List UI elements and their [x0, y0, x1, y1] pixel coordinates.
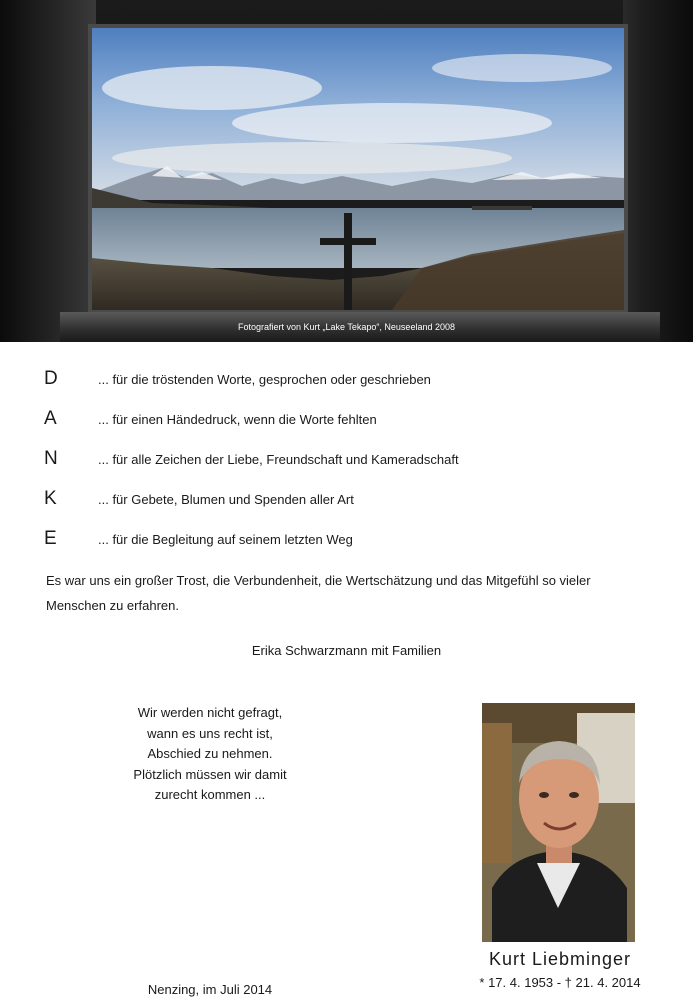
life-dates: * 17. 4. 1953 - † 21. 4. 2014	[479, 975, 641, 990]
deceased-name: Kurt Liebminger	[488, 949, 632, 969]
window-frame-right	[623, 0, 693, 342]
poem-line: zurecht kommen ...	[154, 787, 266, 802]
danke-letter: N	[44, 448, 58, 469]
header-photo	[0, 0, 693, 342]
danke-letter: K	[44, 488, 57, 509]
place-and-date: Nenzing, im Juli 2014	[147, 982, 273, 997]
danke-text: ... für die Begleitung auf seinem letzten Weg	[98, 532, 353, 547]
lake-landscape-image	[92, 28, 624, 310]
danke-text: ... für Gebete, Blumen und Spenden aller Art	[98, 492, 354, 507]
window-frame-left	[0, 0, 96, 342]
portrait-image	[482, 703, 635, 942]
poem	[100, 703, 320, 806]
poem-line: Abschied zu nehmen.	[147, 746, 273, 761]
window-view	[88, 24, 628, 314]
poem-line: Wir werden nicht gefragt,	[137, 705, 283, 720]
danke-text: ... für einen Händedruck, wenn die Worte fehlten	[98, 412, 377, 427]
danke-text: ... für alle Zeichen der Liebe, Freundschaft und Kameradschaft	[98, 452, 459, 467]
paragraph-line: Menschen zu erfahren.	[46, 598, 179, 613]
poem-line: wann es uns recht ist,	[147, 725, 273, 741]
danke-letter: D	[44, 368, 58, 389]
danke-text: ... für die tröstenden Worte, gesprochen oder geschrieben	[98, 372, 431, 387]
danke-letter: A	[44, 408, 57, 429]
danke-letter: E	[44, 528, 57, 549]
paragraph-line: Es war uns ein großer Trost, die Verbundenheit, die Wertschätzung und das Mitgefühl so vieler	[46, 573, 591, 588]
family-signature: Erika Schwarzmann mit Familien	[251, 643, 442, 658]
photo-credit: Fotografiert von Kurt „Lake Tekapo“, Neuseeland 2008	[238, 322, 455, 332]
poem-line: Plötzlich müssen wir damit	[133, 766, 287, 782]
portrait-photo	[482, 703, 635, 942]
thanks-paragraph	[46, 568, 656, 618]
